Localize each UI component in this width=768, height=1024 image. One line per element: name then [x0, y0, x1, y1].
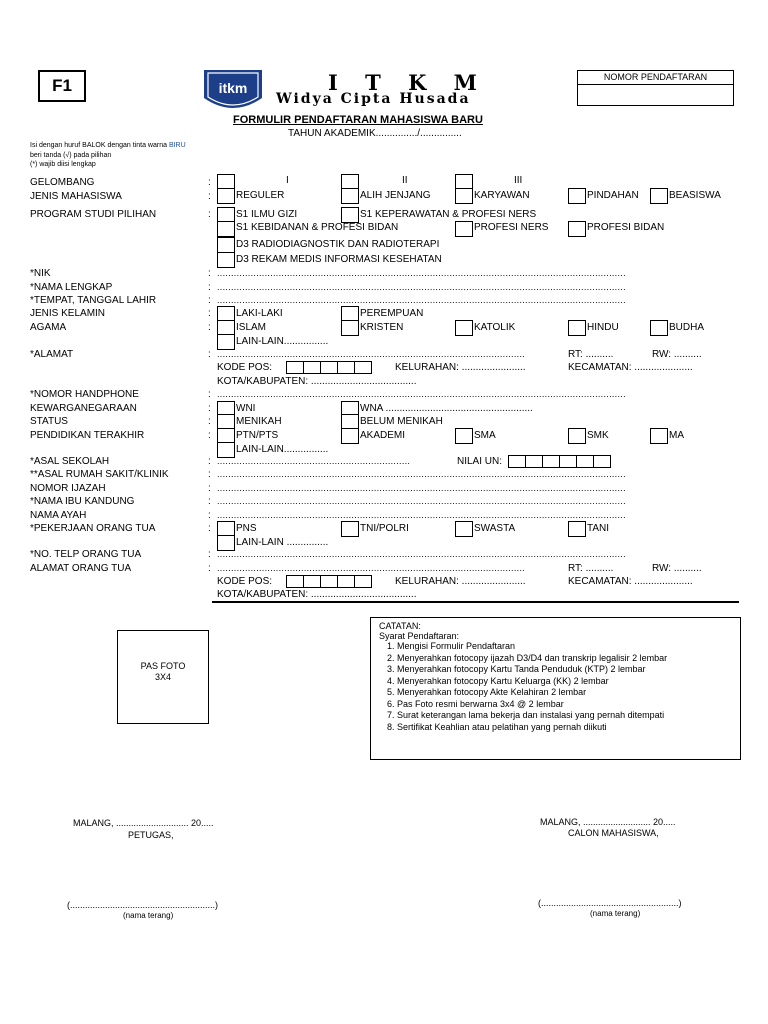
- checkbox-sma[interactable]: [455, 428, 473, 444]
- field-rt-ortu[interactable]: RT: ..........: [568, 563, 614, 574]
- field-hp[interactable]: ..................................................................................................................................................: [217, 389, 626, 399]
- label-kode-pos-ortu: KODE POS:: [217, 576, 273, 587]
- option-reguler: REGULER: [236, 190, 285, 201]
- colon: :: [208, 430, 211, 441]
- option-pindahan: PINDAHAN: [587, 190, 639, 201]
- label-nama-lengkap: *NAMA LENGKAP: [30, 282, 113, 293]
- checkbox-d3-radiodiagnostik[interactable]: [217, 237, 235, 253]
- checkbox-pindahan[interactable]: [568, 188, 586, 204]
- option-ptn-pts: PTN/PTS: [236, 430, 279, 441]
- option-d3-rekam-medis: D3 REKAM MEDIS INFORMASI KESEHATAN: [236, 254, 442, 265]
- colon: :: [208, 469, 211, 480]
- option-gelombang-2: II: [402, 175, 408, 186]
- officer-signature-line[interactable]: (..........................................................): [67, 900, 219, 910]
- checkbox-d3-rekam-medis[interactable]: [217, 252, 235, 268]
- colon: :: [208, 349, 211, 360]
- checkbox-profesi-ners[interactable]: [455, 221, 473, 237]
- option-s1-kebidanan: S1 KEBIDANAN & PROFESI BIDAN: [236, 222, 399, 233]
- applicant-name-caption: (nama terang): [590, 909, 641, 918]
- form-code: F1: [38, 70, 86, 102]
- note-line-3: (*) wajib diisi lengkap: [30, 161, 96, 168]
- field-telp-ortu[interactable]: ..................................................................................................................................................: [217, 549, 626, 559]
- field-alamat-ortu[interactable]: ..............................................................................................................: [217, 563, 526, 573]
- option-profesi-bidan: PROFESI BIDAN: [587, 222, 665, 233]
- option-s1-keperawatan: S1 KEPERAWATAN & PROFESI NERS: [360, 209, 537, 220]
- option-beasiswa: BEASISWA: [669, 190, 721, 201]
- field-rw[interactable]: RW: ..........: [652, 349, 702, 360]
- field-nama-lengkap[interactable]: ..................................................................................................................................................: [217, 282, 626, 292]
- photo-label: PAS FOTO: [140, 661, 186, 671]
- label-gelombang: GELOMBANG: [30, 177, 95, 188]
- colon: :: [208, 483, 211, 494]
- label-hp: *NOMOR HANDPHONE: [30, 389, 139, 400]
- checkbox-profesi-bidan[interactable]: [568, 221, 586, 237]
- option-ma: MA: [669, 430, 684, 441]
- note-line-1: Isi dengan huruf BALOK dengan tinta warna BIRU: [30, 142, 186, 149]
- applicant-signature-line[interactable]: (.......................................................): [538, 898, 682, 908]
- colon: :: [208, 209, 211, 220]
- field-kota[interactable]: KOTA/KABUPATEN: ......................................: [217, 376, 417, 387]
- photo-size: 3X4: [154, 672, 171, 682]
- label-kewarganegaraan: KEWARGANEGARAAN: [30, 403, 137, 414]
- checkbox-beasiswa[interactable]: [650, 188, 668, 204]
- label-asal-sekolah: *ASAL SEKOLAH: [30, 456, 110, 467]
- colon: :: [208, 549, 211, 560]
- label-pekerjaan-ortu: *PEKERJAAN ORANG TUA: [30, 523, 156, 534]
- field-rt[interactable]: RT: ..........: [568, 349, 614, 360]
- colon: :: [208, 295, 211, 306]
- label-alamat-ortu: ALAMAT ORANG TUA: [30, 563, 132, 574]
- field-kecamatan-ortu[interactable]: KECAMATAN: .....................: [568, 576, 693, 587]
- option-menikah: MENIKAH: [236, 416, 282, 427]
- label-alamat: *ALAMAT: [30, 349, 74, 360]
- field-rw-ortu[interactable]: RW: ..........: [652, 563, 702, 574]
- field-nik[interactable]: ..................................................................................................................................................: [217, 268, 626, 278]
- field-kelurahan[interactable]: KELURAHAN: .......................: [395, 362, 526, 373]
- colon: :: [208, 191, 211, 202]
- option-belum-menikah: BELUM MENIKAH: [360, 416, 443, 427]
- option-gelombang-3: III: [514, 175, 523, 186]
- requirement-item: 8. Sertifikat Keahlian atau pelatihan yang pernah diikuti: [397, 722, 732, 734]
- checkbox-s1-kebidanan[interactable]: [217, 221, 235, 237]
- label-ttl: *TEMPAT, TANGGAL LAHIR: [30, 295, 157, 306]
- photo-box: [117, 630, 209, 724]
- checkbox-hindu[interactable]: [568, 320, 586, 336]
- colon: :: [208, 456, 211, 467]
- colon: :: [208, 416, 211, 427]
- label-ijazah: NOMOR IJAZAH: [30, 483, 106, 494]
- colon: :: [208, 523, 211, 534]
- label-status: STATUS: [30, 416, 68, 427]
- colon: :: [208, 322, 211, 333]
- notes-title: CATATAN:: [379, 621, 421, 631]
- checkbox-ma[interactable]: [650, 428, 668, 444]
- field-kelurahan-ortu[interactable]: KELURAHAN: .......................: [395, 576, 526, 587]
- field-ttl[interactable]: ..................................................................................................................................................: [217, 295, 626, 305]
- requirement-item: 4. Menyerahkan fotocopy Kartu Keluarga (KK) 2 lembar: [397, 676, 732, 688]
- notes-box: [370, 617, 741, 760]
- checkbox-katolik[interactable]: [455, 320, 473, 336]
- applicant-role: CALON MAHASISWA,: [568, 828, 659, 838]
- option-agama-lain: LAIN-LAIN................: [236, 336, 329, 347]
- colon: :: [208, 510, 211, 521]
- academic-year: TAHUN AKADEMIK.............../...............: [288, 128, 462, 139]
- label-kode-pos: KODE POS:: [217, 362, 273, 373]
- checkbox-tni-polri[interactable]: [341, 521, 359, 537]
- option-smk: SMK: [587, 430, 609, 441]
- checkbox-tani[interactable]: [568, 521, 586, 537]
- field-kota-ortu[interactable]: KOTA/KABUPATEN: ......................................: [217, 589, 417, 600]
- field-alamat[interactable]: ..............................................................................................................: [217, 349, 526, 359]
- option-laki-laki: LAKI-LAKI: [236, 308, 283, 319]
- colon: :: [208, 563, 211, 574]
- option-pendidikan-lain: LAIN-LAIN................: [236, 444, 329, 455]
- requirement-item: 7. Surat keterangan lama bekerja dan instalasi yang pernah ditempati: [397, 710, 732, 722]
- officer-name-caption: (nama terang): [123, 911, 174, 920]
- option-profesi-ners: PROFESI NERS: [474, 222, 549, 233]
- itkm-logo: [200, 68, 266, 116]
- requirement-item: 3. Menyerahkan fotocopy Kartu Tanda Penduduk (KTP) 2 lembar: [397, 664, 732, 676]
- option-wni: WNI: [236, 403, 256, 414]
- field-kecamatan[interactable]: KECAMATAN: .....................: [568, 362, 693, 373]
- requirement-item: 1. Mengisi Formulir Pendaftaran: [397, 641, 732, 653]
- option-gelombang-1: I: [286, 175, 289, 186]
- requirement-item: 2. Menyerahkan fotocopy ijazah D3/D4 dan transkrip legalisir 2 lembar: [397, 653, 732, 665]
- field-ijazah[interactable]: ..................................................................................................................................................: [217, 483, 626, 493]
- label-program-studi: PROGRAM STUDI PILIHAN: [30, 209, 157, 220]
- officer-date[interactable]: MALANG, ............................. 20.....: [73, 818, 214, 828]
- colon: :: [208, 496, 211, 507]
- registration-number-label: NOMOR PENDAFTARAN: [578, 71, 733, 85]
- checkbox-budha[interactable]: [650, 320, 668, 336]
- label-nilai-un: NILAI UN:: [457, 456, 503, 467]
- field-ayah[interactable]: ..................................................................................................................................................: [217, 510, 626, 520]
- option-islam: ISLAM: [236, 322, 267, 333]
- colon: :: [208, 308, 211, 319]
- checkbox-alih-jenjang[interactable]: [341, 188, 359, 204]
- option-budha: BUDHA: [669, 322, 705, 333]
- colon: :: [208, 282, 211, 293]
- checkbox-reguler[interactable]: [217, 188, 235, 204]
- colon: :: [208, 403, 211, 414]
- checkbox-smk[interactable]: [568, 428, 586, 444]
- note-line-2: beri tanda (√) pada pilihan: [30, 152, 112, 159]
- form-title: FORMULIR PENDAFTARAN MAHASISWA BARU: [233, 114, 483, 126]
- institution-subtitle: Widya Cipta Husada: [276, 91, 471, 107]
- option-hindu: HINDU: [587, 322, 619, 333]
- colon: :: [208, 268, 211, 279]
- option-alih-jenjang: ALIH JENJANG: [360, 190, 431, 201]
- colon: :: [208, 389, 211, 400]
- label-ayah: NAMA AYAH: [30, 510, 87, 521]
- option-perempuan: PEREMPUAN: [360, 308, 424, 319]
- label-asal-rs: **ASAL RUMAH SAKIT/KLINIK: [30, 469, 169, 480]
- option-swasta: SWASTA: [474, 523, 516, 534]
- checkbox-s1-keperawatan[interactable]: [341, 207, 359, 223]
- option-tani: TANI: [587, 523, 610, 534]
- colon: :: [208, 177, 211, 188]
- checkbox-swasta[interactable]: [455, 521, 473, 537]
- option-pns: PNS: [236, 523, 257, 534]
- option-tni-polri: TNI/POLRI: [360, 523, 409, 534]
- registration-number-box[interactable]: [577, 70, 734, 106]
- label-jenis-mahasiswa: JENIS MAHASISWA: [30, 191, 122, 202]
- option-kristen: KRISTEN: [360, 322, 404, 333]
- label-ibu: *NAMA IBU KANDUNG: [30, 496, 135, 507]
- option-akademi: AKADEMI: [360, 430, 406, 441]
- option-sma: SMA: [474, 430, 496, 441]
- option-s1-gizi: S1 ILMU GIZI: [236, 209, 298, 220]
- checkbox-akademi[interactable]: [341, 428, 359, 444]
- option-katolik: KATOLIK: [474, 322, 516, 333]
- notes-subtitle: Syarat Pendaftaran:: [379, 631, 460, 641]
- label-agama: AGAMA: [30, 322, 67, 333]
- field-asal-rs[interactable]: ..................................................................................................................................................: [217, 469, 626, 479]
- checkbox-kristen[interactable]: [341, 320, 359, 336]
- requirement-item: 5. Menyerahkan fotocopy Akte Kelahiran 2 lembar: [397, 687, 732, 699]
- officer-role: PETUGAS,: [128, 830, 174, 840]
- checkbox-agama-lain[interactable]: [217, 334, 235, 350]
- field-asal-sekolah[interactable]: .....................................................................: [217, 456, 411, 466]
- label-jenis-kelamin: JENIS KELAMIN: [30, 308, 106, 319]
- option-pekerjaan-lain: LAIN-LAIN ...............: [236, 537, 329, 548]
- label-pendidikan: PENDIDIKAN TERAKHIR: [30, 430, 145, 441]
- field-ibu[interactable]: ..................................................................................................................................................: [217, 496, 626, 506]
- institution-name: I T K M: [328, 70, 487, 95]
- applicant-date[interactable]: MALANG, ........................... 20.....: [540, 817, 676, 827]
- option-karyawan: KARYAWAN: [474, 190, 530, 201]
- label-nik: *NIK: [30, 268, 51, 279]
- option-wna: WNA .....................................................: [360, 403, 533, 414]
- label-telp-ortu: *NO. TELP ORANG TUA: [30, 549, 142, 560]
- requirement-item: 6. Pas Foto resmi berwarna 3x4 @ 2 lembar: [397, 699, 732, 711]
- logo-text: itkm: [218, 80, 248, 96]
- checkbox-karyawan[interactable]: [455, 188, 473, 204]
- option-d3-radiodiagnostik: D3 RADIODIAGNOSTIK DAN RADIOTERAPI: [236, 239, 440, 250]
- divider: [212, 601, 739, 603]
